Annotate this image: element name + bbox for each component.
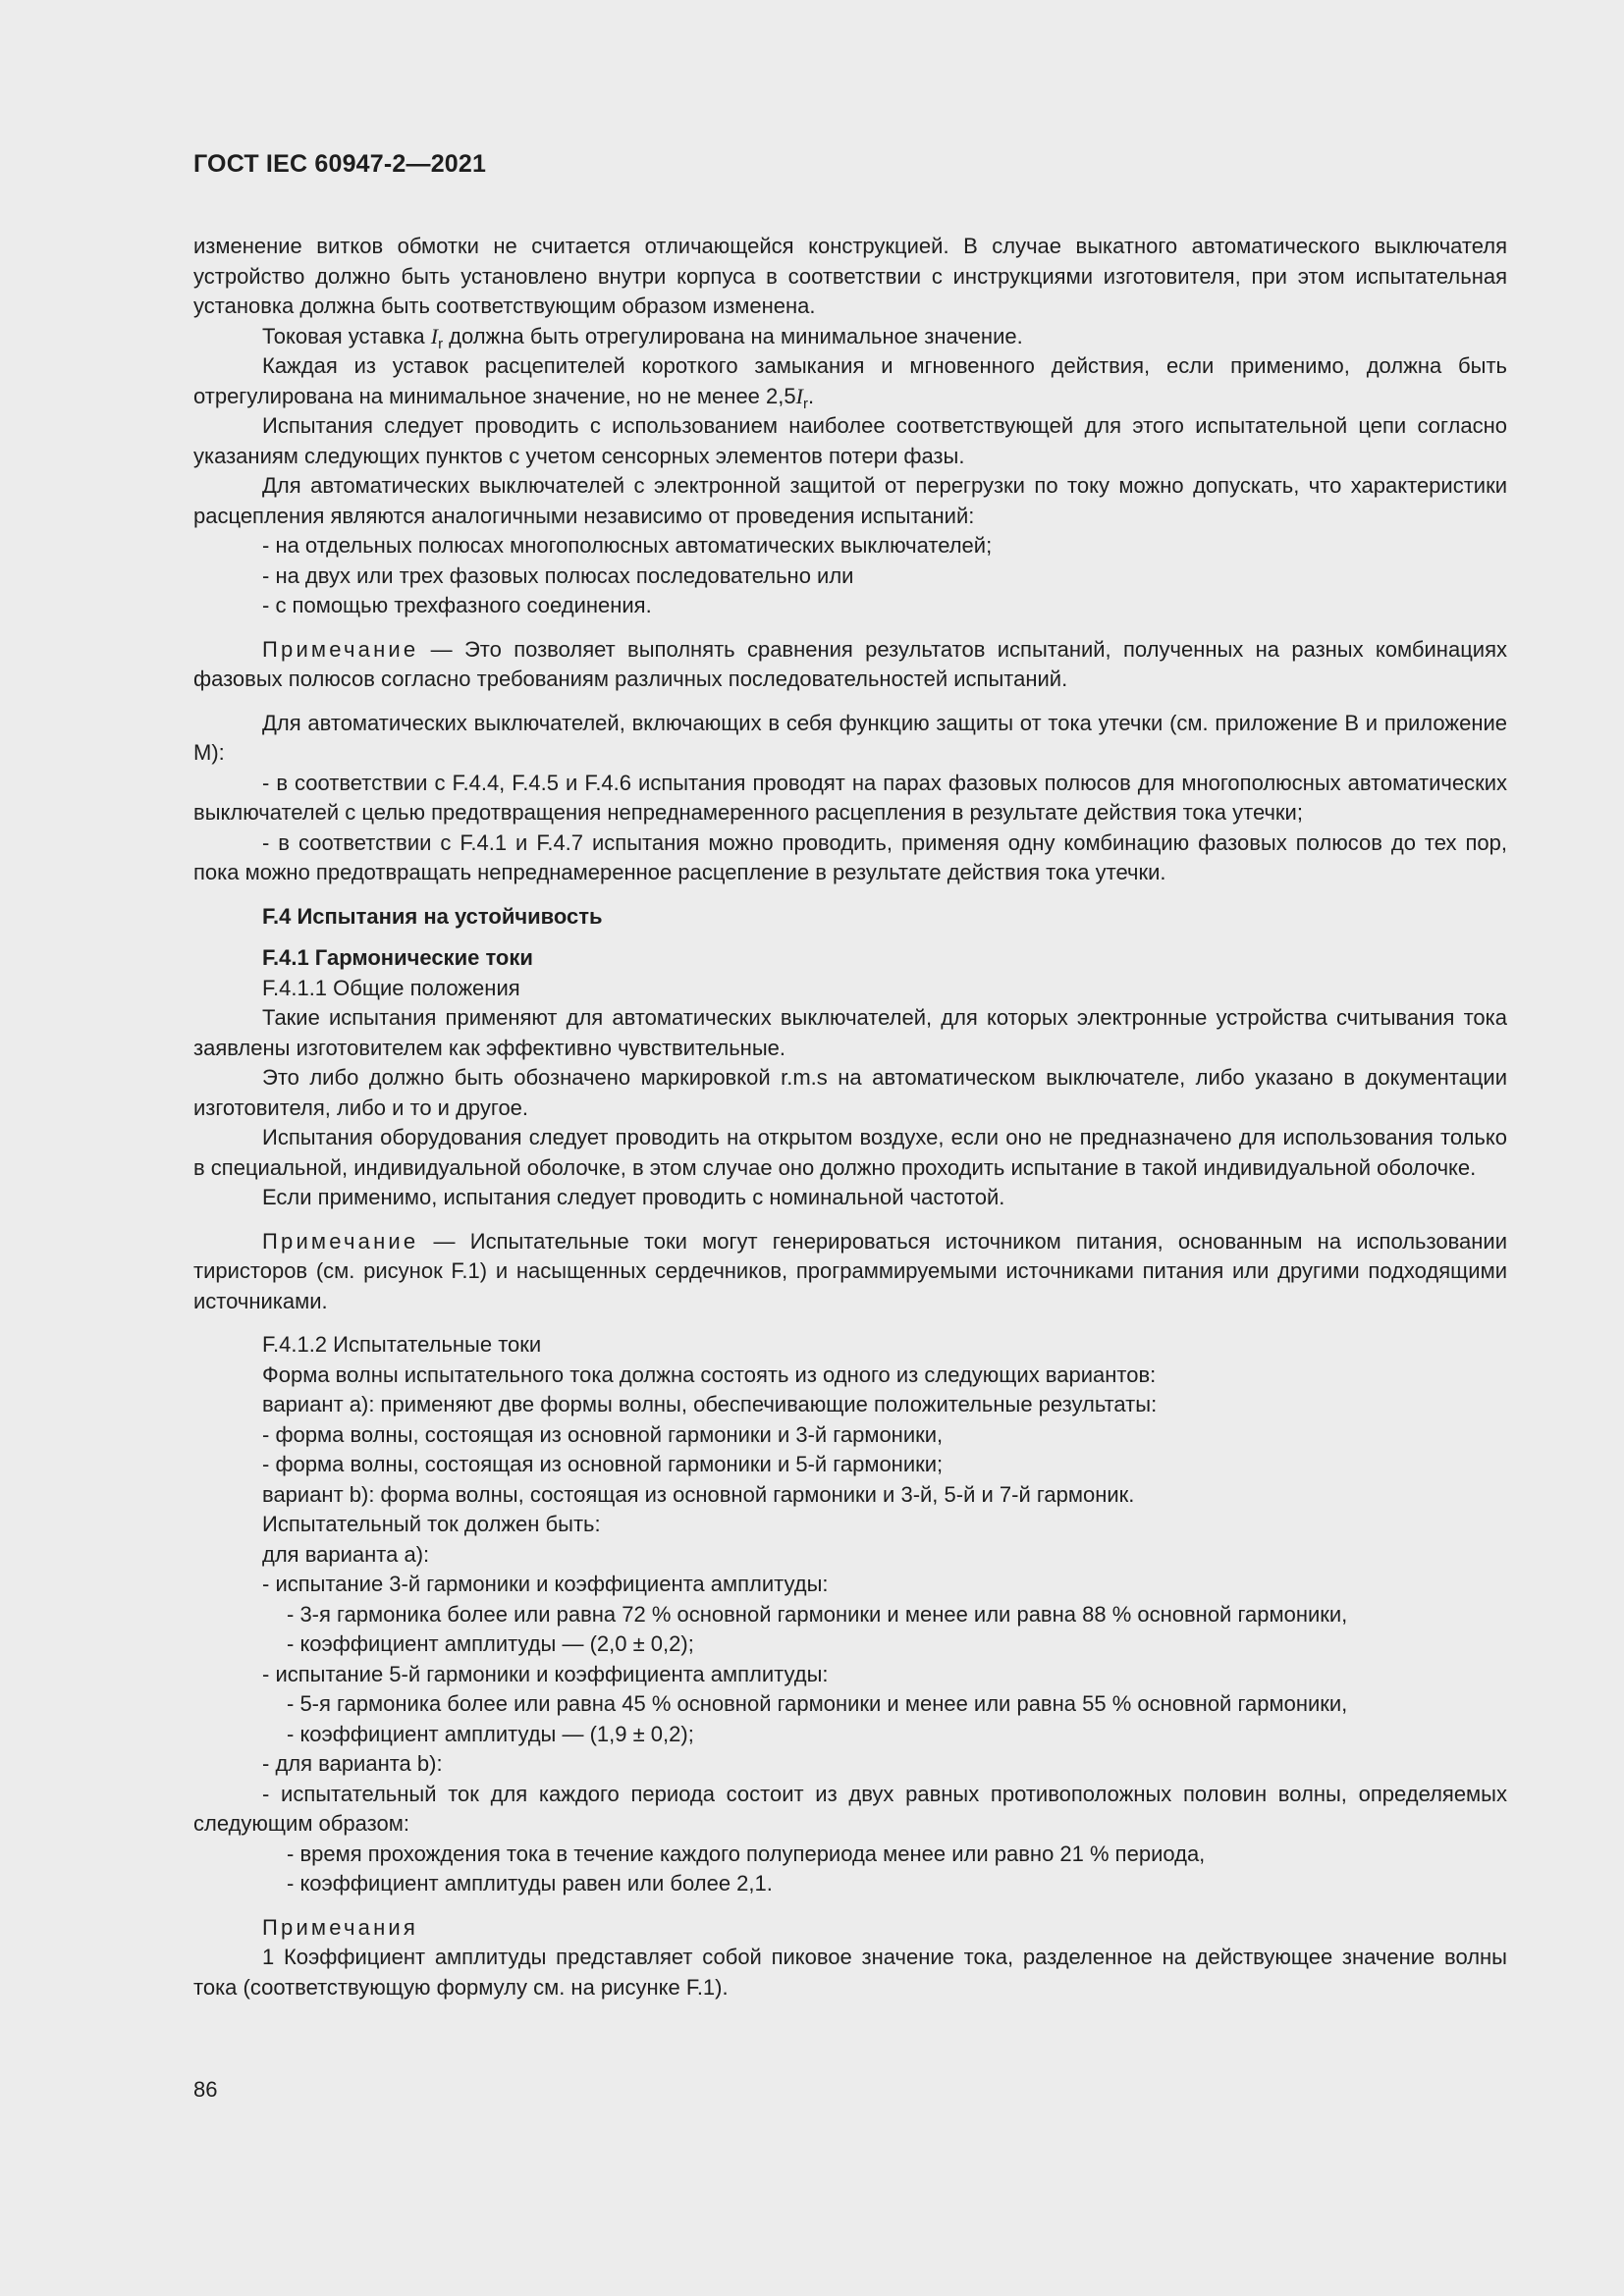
list-item: - испытание 5-й гармоники и коэффициента амплитуды: bbox=[262, 1661, 829, 1686]
paragraph: изменение витков обмотки не считается отличающейся конструкцией. В случае выкатного автоматического выключателя устройство должно быть установлено внутри корпуса в соответствии с инструкциями изготовителя, при этом испытательная установка должна быть соответствующим образом изменена. bbox=[193, 234, 1507, 318]
subsection-heading-f412: F.4.1.2 Испытательные токи bbox=[262, 1332, 542, 1357]
notes-heading: Примечания bbox=[262, 1914, 419, 1940]
list-subitem: - коэффициент амплитуды равен или более 2,1. bbox=[287, 1871, 773, 1896]
list-subitem: - 5-я гармоника более или равна 45 % основной гармоники и менее или равна 55 % основной гармоники, bbox=[287, 1691, 1348, 1716]
note-label: Примечание bbox=[262, 636, 419, 662]
subsection-heading-f411: F.4.1.1 Общие положения bbox=[262, 975, 520, 1000]
list-item: - для варианта b): bbox=[262, 1751, 443, 1776]
list-item: - на двух или трех фазовых полюсах последовательно или bbox=[262, 562, 854, 588]
section-heading-f4: F.4 Испытания на устойчивость bbox=[262, 903, 603, 929]
list-subitem: - коэффициент амплитуды — (1,9 ± 0,2); bbox=[287, 1721, 694, 1746]
list-item: для варианта а): bbox=[262, 1541, 430, 1567]
note: Примечание — Испытательные токи могут генерироваться источником питания, основанным на использовании тиристоров (см. рисунок F.1) и насыщенных сердечников, программируемыми источниками питания или другими подходящими источниками. bbox=[193, 1228, 1507, 1313]
paragraph: - в соответствии с F.4.4, F.4.5 и F.4.6 испытания проводят на парах фазовых полюсов для многополюсных автоматических выключателей с целью предотвращения непреднамеренного расцепления в результате действия тока утечки; bbox=[193, 770, 1507, 825]
list-item: вариант а): применяют две формы волны, обеспечивающие положительные результаты: bbox=[262, 1392, 1158, 1416]
paragraph: Если применимо, испытания следует проводить с номинальной частотой. bbox=[262, 1185, 1005, 1209]
note: Примечание — Это позволяет выполнять сравнения результатов испытаний, полученных на разных комбинациях фазовых полюсов согласно требованиям различных последовательностей испытаний. bbox=[193, 636, 1507, 691]
note-label: Примечание bbox=[262, 1228, 419, 1254]
list-item: Испытательный ток должен быть: bbox=[262, 1512, 601, 1536]
section-heading-f41: F.4.1 Гармонические токи bbox=[262, 945, 533, 970]
paragraph: Это либо должно быть обозначено маркировкой r.m.s на автоматическом выключателе, либо указано в документации изготовителя, либо и то и другое. bbox=[193, 1065, 1507, 1120]
paragraph-short-circuit-settings: Каждая из уставок расцепителей короткого замыкания и мгновенного действия, если применимо, должна быть отрегулирована на минимальное значение, но не менее $2,5I_r$. bbox=[193, 353, 1507, 412]
paragraph: - испытательный ток для каждого периода состоит из двух равных противоположных половин волны, определяемых следующим образом: bbox=[193, 1781, 1507, 1836]
paragraph: Испытания оборудования следует проводить на открытом воздухе, если оно не предназначено для использования только в специальной, индивидуальной оболочке, в этом случае оно должно проходить испытание в такой индивидуальной оболочке. bbox=[193, 1125, 1507, 1180]
list-item: - форма волны, состоящая из основной гармоники и 3-й гармоники, bbox=[262, 1421, 944, 1447]
paragraph: - в соответствии с F.4.1 и F.4.7 испытания можно проводить, применяя одну комбинацию фазовых полюсов до тех пор, пока можно предотвращать непреднамеренное расцепление в результате действия тока утечки. bbox=[193, 829, 1507, 884]
paragraph-current-setting: Токовая уставка $I_r$ должна быть отрегулирована на минимальное значение. bbox=[262, 323, 1023, 352]
list-subitem: - коэффициент амплитуды — (2,0 ± 0,2); bbox=[287, 1631, 694, 1656]
paragraph: Испытания следует проводить с использованием наиболее соответствующей для этого испытательной цепи согласно указаниям следующих пунктов с учетом сенсорных элементов потери фазы. bbox=[193, 413, 1507, 468]
page-number: 86 bbox=[193, 2077, 218, 2102]
list-item: - с помощью трехфазного соединения. bbox=[262, 593, 652, 617]
document-header: ГОСТ IEC 60947-2—2021 bbox=[193, 150, 487, 178]
list-subitem: - 3-я гармоника более или равна 72 % основной гармоники и менее или равна 88 % основной гармоники, bbox=[287, 1601, 1348, 1627]
list-item: вариант b): форма волны, состоящая из основной гармоники и 3-й, 5-й и 7-й гармоник. bbox=[262, 1481, 1135, 1507]
list-item: Форма волны испытательного тока должна состоять из одного из следующих вариантов: bbox=[262, 1362, 1157, 1387]
document-page bbox=[193, 147, 1507, 2002]
document-body bbox=[193, 232, 1507, 2002]
list-item: - форма волны, состоящая из основной гармоники и 5-й гармоники; bbox=[262, 1452, 944, 1476]
paragraph: Для автоматических выключателей, включающих в себя функцию защиты от тока утечки (см. приложение B и приложение M): bbox=[193, 710, 1507, 765]
list-subitem: - время прохождения тока в течение каждого полупериода менее или равно 21 % периода, bbox=[287, 1841, 1206, 1866]
note-item: 1 Коэффициент амплитуды представляет собой пиковое значение тока, разделенное на действующее значение волны тока (соответствующую формулу см. на рисунке F.1). bbox=[193, 1945, 1507, 2000]
list-item: - на отдельных полюсах многополюсных автоматических выключателей; bbox=[262, 533, 993, 558]
paragraph: Для автоматических выключателей с электронной защитой от перегрузки по току можно допускать, что характеристики расцепления являются аналогичными независимо от проведения испытаний: bbox=[193, 473, 1507, 528]
list-item: - испытание 3-й гармоники и коэффициента амплитуды: bbox=[262, 1572, 829, 1596]
paragraph: Такие испытания применяют для автоматических выключателей, для которых электронные устройства считывания тока заявлены изготовителем как эффективно чувствительные. bbox=[193, 1005, 1507, 1060]
